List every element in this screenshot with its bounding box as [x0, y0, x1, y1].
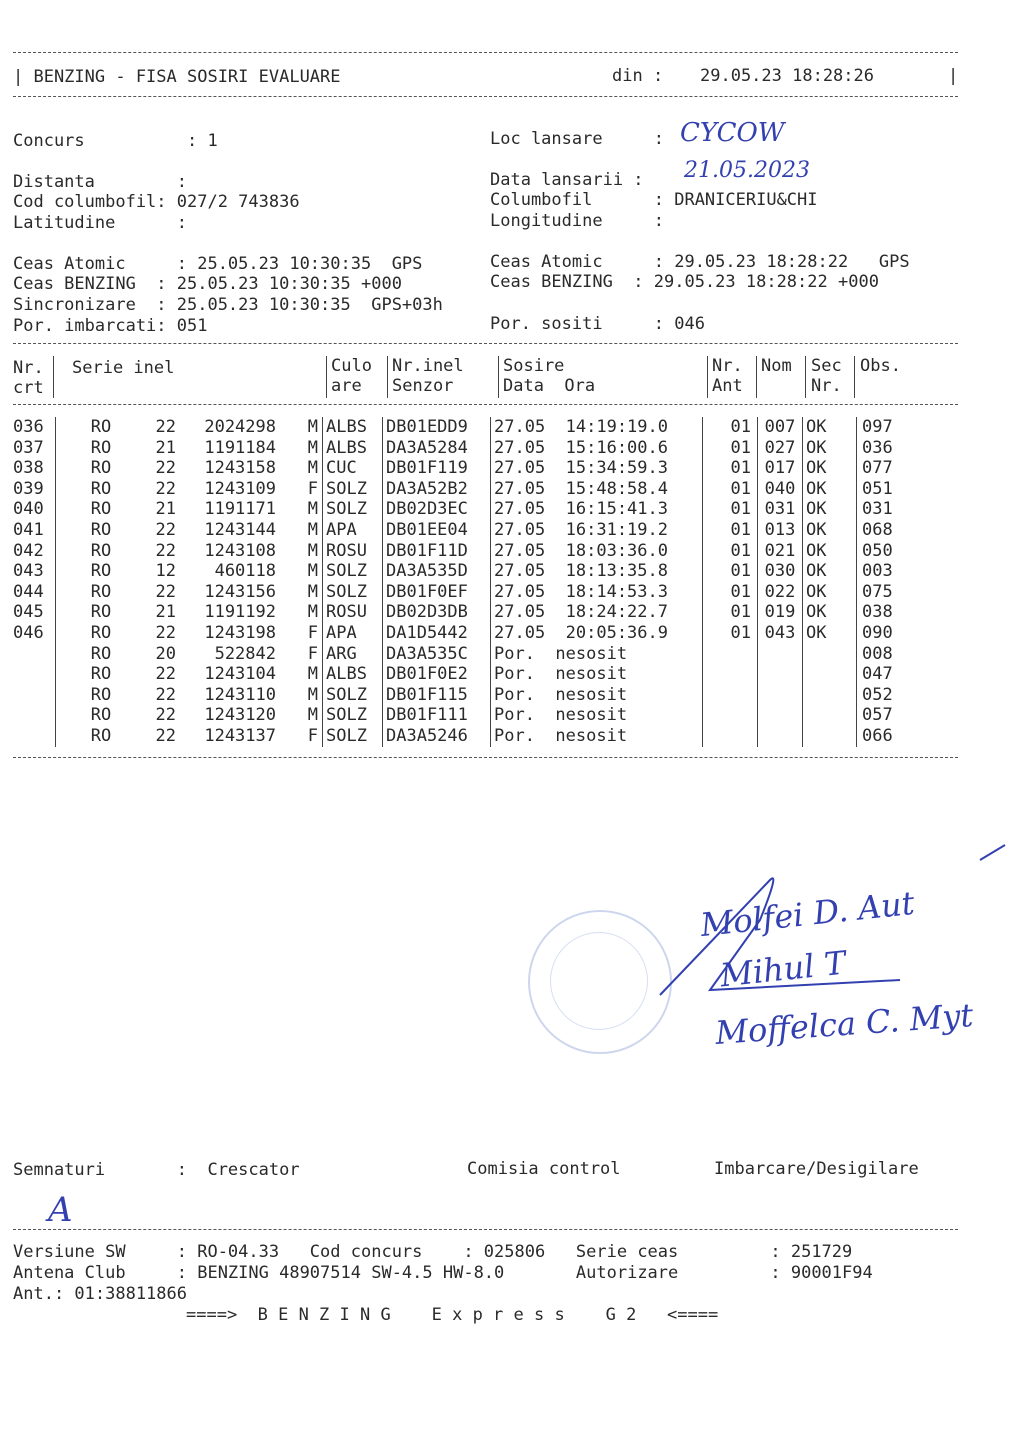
- cell-num: 1191184: [204, 437, 276, 458]
- cell-num: 2024298: [204, 417, 276, 437]
- cell-obs: 075: [857, 582, 958, 603]
- cell-num: 1243144: [204, 519, 276, 540]
- cell-sec: OK: [803, 541, 857, 562]
- arrivals-table: [13, 417, 957, 747]
- cell-obs: 066: [857, 726, 958, 747]
- cell-cty: RO: [56, 602, 147, 623]
- cell-sec: [803, 726, 857, 747]
- cell-obs: 047: [857, 664, 958, 685]
- table-row: [13, 664, 957, 685]
- footer-line-1: Versiune SW : RO-04.33 Cod concurs : 025806 Serie ceas : 251729: [13, 1242, 853, 1262]
- cell-sex: M: [307, 458, 318, 479]
- cell-nom: 022: [758, 582, 803, 603]
- cell-nr: 038: [13, 458, 44, 479]
- cell-cty: RO: [56, 644, 147, 665]
- header-bottom-rule: [13, 96, 958, 97]
- table-row: [13, 705, 957, 726]
- cell-col: SOLZ: [323, 561, 383, 582]
- header-sep-8: [854, 356, 855, 398]
- cell-obs: 003: [857, 561, 958, 582]
- cell-nom: 007: [758, 417, 803, 438]
- header-sep-4: [498, 356, 499, 398]
- table-row: [13, 458, 957, 479]
- cell-num: 1243108: [204, 540, 276, 561]
- cell-sex: M: [307, 540, 318, 561]
- cell-sen: DB01F119: [383, 458, 491, 479]
- cell-yr: 21: [155, 499, 176, 520]
- cell-arr: 27.05 16:15:41.3: [491, 499, 703, 520]
- cell-yr: 22: [155, 725, 176, 746]
- cell-nr: 046: [13, 622, 44, 643]
- cell-cty: RO: [56, 458, 147, 479]
- cell-nom: 027: [758, 438, 803, 459]
- table-row: [13, 499, 957, 520]
- header-right-bar: |: [948, 66, 959, 86]
- cell-nr: [13, 705, 56, 726]
- cell-col: ALBS: [323, 438, 383, 459]
- header-sep-5: [707, 356, 708, 398]
- cell-sen: DA3A52B2: [383, 479, 491, 500]
- cell-obs: 038: [857, 602, 958, 623]
- cell-yr: 22: [155, 705, 176, 726]
- cell-sec: OK: [803, 417, 857, 438]
- distanta-line: Distanta :: [13, 172, 187, 192]
- table-row: [13, 582, 957, 603]
- cell-obs: 050: [857, 541, 958, 562]
- cell-nom: 021: [758, 541, 803, 562]
- cell-sec: OK: [803, 520, 857, 541]
- committee-signature-2: Mihul T: [718, 943, 848, 995]
- cell-num: 1191192: [204, 602, 276, 623]
- cell-yr: 21: [155, 437, 176, 458]
- cell-sen: DB01EDD9: [383, 417, 491, 438]
- top-rule: [13, 52, 958, 53]
- cell-yr: 22: [155, 519, 176, 540]
- concurs-line: Concurs : 1: [13, 131, 218, 151]
- cell-col: SOLZ: [323, 685, 383, 706]
- cell-sex: F: [307, 478, 318, 499]
- porumbei-imbarcati: Por. imbarcati: 051: [13, 316, 208, 336]
- col-header-serie: Serie inel: [72, 358, 175, 378]
- latitudine-line: Latitudine :: [13, 213, 187, 233]
- sincronizare-line: Sincronizare : 25.05.23 10:30:35 GPS+03h: [13, 295, 443, 315]
- comisia-control-label: Comisia control: [467, 1159, 621, 1179]
- cell-sen: DA3A535C: [383, 644, 491, 665]
- cell-nom: [758, 664, 803, 685]
- cell-cty: RO: [56, 417, 147, 438]
- cell-arr: Por. nesosit: [491, 685, 703, 706]
- cell-arr: Por. nesosit: [491, 726, 703, 747]
- cell-yr: 22: [155, 458, 176, 479]
- cell-col: APA: [323, 520, 383, 541]
- cell-nom: 019: [758, 602, 803, 623]
- cell-sec: OK: [803, 623, 857, 644]
- cell-arr: Por. nesosit: [491, 664, 703, 685]
- cell-arr: 27.05 15:34:59.3: [491, 458, 703, 479]
- cell-sex: M: [307, 684, 318, 705]
- cell-col: ROSU: [323, 602, 383, 623]
- cell-sex: M: [307, 705, 318, 726]
- cell-yr: 21: [155, 602, 176, 623]
- cell-nr: [13, 644, 56, 665]
- cell-arr: 27.05 18:13:35.8: [491, 561, 703, 582]
- cell-cty: RO: [56, 541, 147, 562]
- cell-sex: F: [307, 643, 318, 664]
- cell-sen: DB01F0E2: [383, 664, 491, 685]
- document-title: | BENZING - FISA SOSIRI EVALUARE: [13, 67, 341, 87]
- print-date-label: din :: [612, 66, 664, 86]
- table-row: [13, 417, 957, 438]
- cell-col: SOLZ: [323, 726, 383, 747]
- ceas-atomic-start: Ceas Atomic : 25.05.23 10:30:35 GPS: [13, 254, 423, 274]
- committee-signature-3: Moffelca C. Myt: [713, 996, 975, 1052]
- cell-ant: 01: [703, 561, 758, 582]
- cell-sec: OK: [803, 602, 857, 623]
- cell-nom: [758, 726, 803, 747]
- cell-arr: 27.05 14:19:19.0: [491, 417, 703, 438]
- cell-cty: RO: [56, 685, 147, 706]
- cell-arr: 27.05 18:03:36.0: [491, 541, 703, 562]
- cell-ant: 01: [703, 602, 758, 623]
- cell-sec: OK: [803, 499, 857, 520]
- porumbei-sositi: Por. sositi : 046: [490, 314, 705, 334]
- cell-nr: [13, 726, 56, 747]
- cell-nr: 044: [13, 581, 44, 602]
- data-lansarii-label: Data lansarii :: [490, 170, 644, 190]
- cell-obs: 008: [857, 644, 958, 665]
- ceas-atomic-end: Ceas Atomic : 29.05.23 18:28:22 GPS: [490, 252, 910, 272]
- cell-nom: 013: [758, 520, 803, 541]
- cell-nom: [758, 705, 803, 726]
- cell-sen: DA3A535D: [383, 561, 491, 582]
- cell-num: 1243109: [204, 478, 276, 499]
- cell-cty: RO: [56, 499, 147, 520]
- cell-nom: 043: [758, 623, 803, 644]
- cell-col: SOLZ: [323, 499, 383, 520]
- cell-sec: OK: [803, 458, 857, 479]
- cell-yr: 22: [155, 540, 176, 561]
- cell-nr: [13, 685, 56, 706]
- cell-col: SOLZ: [323, 705, 383, 726]
- cell-cty: RO: [56, 520, 147, 541]
- cell-yr: 22: [155, 478, 176, 499]
- semnaturi-line: Semnaturi : Crescator: [13, 1160, 300, 1180]
- cell-num: 1243104: [204, 664, 276, 685]
- cell-cty: RO: [56, 561, 147, 582]
- cell-sex: M: [307, 581, 318, 602]
- cell-arr: 27.05 15:16:00.6: [491, 438, 703, 459]
- cell-nom: 017: [758, 458, 803, 479]
- cell-ant: [703, 685, 758, 706]
- cell-obs: 068: [857, 520, 958, 541]
- imbarcare-label: Imbarcare/Desigilare: [714, 1159, 919, 1179]
- cell-sex: M: [307, 561, 318, 582]
- cell-sen: DB01F11D: [383, 541, 491, 562]
- cell-sen: DB02D3EC: [383, 499, 491, 520]
- table-row: [13, 644, 957, 665]
- cell-arr: 27.05 18:14:53.3: [491, 582, 703, 603]
- cell-cty: RO: [56, 582, 147, 603]
- cell-arr: 27.05 16:31:19.2: [491, 520, 703, 541]
- cell-yr: 22: [155, 581, 176, 602]
- header-row-rule: [13, 404, 958, 405]
- cell-col: ALBS: [323, 664, 383, 685]
- cell-col: SOLZ: [323, 479, 383, 500]
- cell-arr: 27.05 20:05:36.9: [491, 623, 703, 644]
- cell-sen: DB01F0EF: [383, 582, 491, 603]
- cell-cty: RO: [56, 664, 147, 685]
- cell-ant: 01: [703, 417, 758, 438]
- cell-yr: 22: [155, 417, 176, 437]
- cell-sex: M: [307, 499, 318, 520]
- cell-yr: 20: [155, 643, 176, 664]
- cell-cty: RO: [56, 726, 147, 747]
- benzing-express-banner: ====> B E N Z I N G E x p r e s s G 2 <====: [186, 1305, 719, 1325]
- header-sep-7: [805, 356, 806, 398]
- cell-col: ROSU: [323, 541, 383, 562]
- cell-sec: OK: [803, 561, 857, 582]
- header-sep-6: [756, 356, 757, 398]
- cell-col: CUC: [323, 458, 383, 479]
- cell-sen: DB01F115: [383, 685, 491, 706]
- header-sep-2: [326, 356, 327, 398]
- col-header-nom: Nom: [761, 356, 792, 376]
- cell-col: ARG: [323, 644, 383, 665]
- table-row: [13, 438, 957, 459]
- cell-col: ALBS: [323, 417, 383, 438]
- footer-line-2: Antena Club : BENZING 48907514 SW-4.5 HW-8.0 Autorizare : 90001F94: [13, 1263, 873, 1283]
- cell-sex: F: [307, 725, 318, 746]
- cell-ant: [703, 705, 758, 726]
- cell-ant: [703, 664, 758, 685]
- cell-num: 1243158: [204, 458, 276, 479]
- cell-obs: 052: [857, 685, 958, 706]
- table-row: [13, 479, 957, 500]
- cell-nr: 041: [13, 519, 44, 540]
- data-lansarii-handwritten: 21.05.2023: [684, 158, 810, 183]
- col-header-sosire: Sosire Data Ora: [503, 356, 596, 396]
- longitudine-line: Longitudine :: [490, 211, 664, 231]
- cell-ant: 01: [703, 541, 758, 562]
- loc-lansare-label: Loc lansare :: [490, 129, 664, 149]
- cell-nr: [13, 664, 56, 685]
- table-row: [13, 561, 957, 582]
- cell-nr: 040: [13, 499, 44, 520]
- table-row: [13, 520, 957, 541]
- cell-yr: 22: [155, 664, 176, 685]
- col-header-sec: Sec Nr.: [811, 356, 842, 396]
- footer-rule: [13, 1229, 958, 1230]
- cell-sen: DB01EE04: [383, 520, 491, 541]
- cell-col: SOLZ: [323, 582, 383, 603]
- col-header-culoare: Culo are: [331, 356, 372, 396]
- committee-signature-1: Molfei D. Aut: [698, 883, 917, 945]
- cell-nom: 030: [758, 561, 803, 582]
- cell-sex: F: [307, 622, 318, 643]
- table-row: [13, 726, 957, 747]
- table-row: [13, 602, 957, 623]
- cell-sex: M: [307, 417, 318, 437]
- header-sep-3: [387, 356, 388, 398]
- cell-num: 460118: [214, 561, 276, 582]
- cell-nr: 042: [13, 540, 44, 561]
- table-bottom-rule: [13, 757, 958, 758]
- ceas-benzing-start: Ceas BENZING : 25.05.23 10:30:35 +000: [13, 274, 402, 294]
- cell-nr: 037: [13, 437, 44, 458]
- ceas-benzing-end: Ceas BENZING : 29.05.23 18:28:22 +000: [490, 272, 879, 292]
- crescator-signature: A: [48, 1190, 73, 1230]
- cell-sex: M: [307, 519, 318, 540]
- cell-num: 1243120: [204, 705, 276, 726]
- cell-yr: 22: [155, 684, 176, 705]
- cell-yr: 12: [155, 561, 176, 582]
- cell-num: 1243110: [204, 684, 276, 705]
- cell-arr: 27.05 15:48:58.4: [491, 479, 703, 500]
- cell-sen: DA1D5442: [383, 623, 491, 644]
- cell-obs: 090: [857, 623, 958, 644]
- cell-ant: [703, 644, 758, 665]
- cell-num: 522842: [214, 643, 276, 664]
- table-row: [13, 623, 957, 644]
- cell-ant: 01: [703, 520, 758, 541]
- cell-sec: [803, 664, 857, 685]
- cell-sec: [803, 705, 857, 726]
- cell-nr: 043: [13, 561, 44, 582]
- footer-line-3: Ant.: 01:38811866: [13, 1284, 187, 1304]
- cell-ant: 01: [703, 623, 758, 644]
- cell-nr: 045: [13, 602, 44, 623]
- cell-sen: DB01F111: [383, 705, 491, 726]
- header-sep-1: [53, 356, 54, 398]
- cell-cty: RO: [56, 705, 147, 726]
- cod-columbofil-line: Cod columbofil: 027/2 743836: [13, 192, 300, 212]
- cell-sen: DB02D3DB: [383, 602, 491, 623]
- col-header-obs: Obs.: [860, 356, 901, 376]
- cell-nr: 036: [13, 417, 44, 437]
- cell-cty: RO: [56, 623, 147, 644]
- cell-arr: 27.05 18:24:22.7: [491, 602, 703, 623]
- cell-sex: M: [307, 664, 318, 685]
- cell-sex: M: [307, 602, 318, 623]
- cell-obs: 097: [857, 417, 958, 438]
- col-header-nr-inel: Nr.inel Senzor: [392, 356, 464, 396]
- table-top-rule: [13, 343, 958, 344]
- cell-arr: Por. nesosit: [491, 644, 703, 665]
- columbofil-line: Columbofil : DRANICERIU&CHI: [490, 190, 818, 210]
- table-row: [13, 541, 957, 562]
- cell-cty: RO: [56, 479, 147, 500]
- cell-nr: 039: [13, 478, 44, 499]
- cell-arr: Por. nesosit: [491, 705, 703, 726]
- cell-nom: [758, 644, 803, 665]
- cell-obs: 036: [857, 438, 958, 459]
- cell-sex: M: [307, 437, 318, 458]
- cell-ant: 01: [703, 438, 758, 459]
- cell-ant: 01: [703, 499, 758, 520]
- print-date-value: 29.05.23 18:28:26: [700, 66, 874, 86]
- loc-lansare-handwritten: CYCOW: [680, 118, 785, 148]
- cell-num: 1243137: [204, 725, 276, 746]
- cell-ant: [703, 726, 758, 747]
- col-header-ant: Nr. Ant: [712, 356, 743, 396]
- cell-sec: OK: [803, 582, 857, 603]
- cell-num: 1243156: [204, 581, 276, 602]
- cell-num: 1191171: [204, 499, 276, 520]
- cell-obs: 051: [857, 479, 958, 500]
- cell-sec: OK: [803, 479, 857, 500]
- cell-ant: 01: [703, 458, 758, 479]
- cell-yr: 22: [155, 622, 176, 643]
- cell-num: 1243198: [204, 622, 276, 643]
- cell-nom: 031: [758, 499, 803, 520]
- cell-obs: 031: [857, 499, 958, 520]
- cell-obs: 057: [857, 705, 958, 726]
- cell-ant: 01: [703, 479, 758, 500]
- cell-col: APA: [323, 623, 383, 644]
- cell-sen: DA3A5246: [383, 726, 491, 747]
- table-row: [13, 685, 957, 706]
- cell-nom: [758, 685, 803, 706]
- cell-sec: [803, 685, 857, 706]
- cell-sec: [803, 644, 857, 665]
- col-header-nr: Nr. crt: [13, 358, 44, 398]
- cell-sen: DA3A5284: [383, 438, 491, 459]
- cell-obs: 077: [857, 458, 958, 479]
- cell-nom: 040: [758, 479, 803, 500]
- cell-sec: OK: [803, 438, 857, 459]
- cell-ant: 01: [703, 582, 758, 603]
- cell-cty: RO: [56, 438, 147, 459]
